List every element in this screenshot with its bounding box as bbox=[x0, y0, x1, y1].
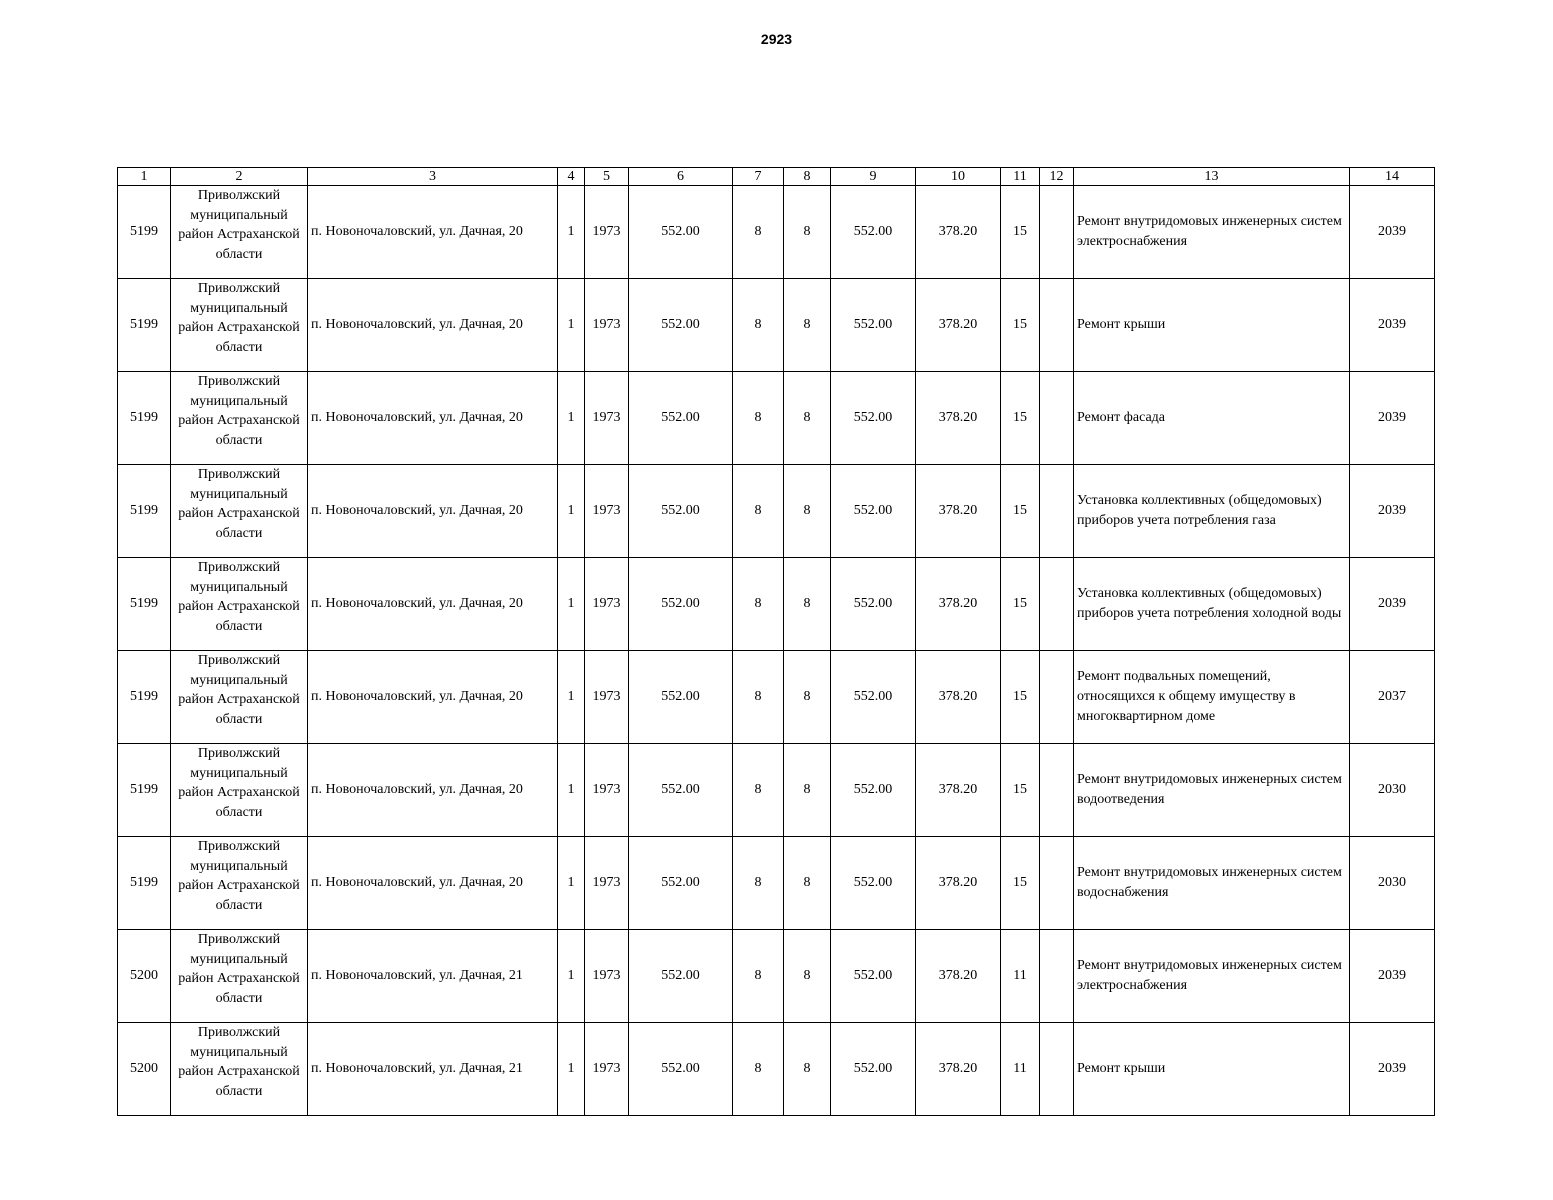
cell-col11: 15 bbox=[1001, 558, 1040, 651]
cell-address: п. Новоночаловский, ул. Дачная, 20 bbox=[308, 651, 558, 744]
cell-area-9: 552.00 bbox=[831, 930, 916, 1023]
cell-year: 1973 bbox=[585, 930, 629, 1023]
cell-id: 5199 bbox=[118, 186, 171, 279]
column-header: 13 bbox=[1074, 168, 1350, 186]
cell-year: 1973 bbox=[585, 744, 629, 837]
cell-district bbox=[171, 558, 308, 651]
table-row bbox=[118, 186, 1435, 279]
district-text: Приволжский муниципальный район Астраханской области bbox=[178, 1025, 300, 1099]
column-header: 12 bbox=[1040, 168, 1074, 186]
cell-col8: 8 bbox=[784, 1023, 831, 1116]
cell-col11: 15 bbox=[1001, 651, 1040, 744]
cell-id: 5199 bbox=[118, 744, 171, 837]
cell-col12 bbox=[1040, 837, 1074, 930]
cell-district bbox=[171, 930, 308, 1023]
cell-col12 bbox=[1040, 1023, 1074, 1116]
cell-area-10: 378.20 bbox=[916, 1023, 1001, 1116]
cell-area-total: 552.00 bbox=[629, 279, 733, 372]
cell-col4: 1 bbox=[558, 744, 585, 837]
cell-col7: 8 bbox=[733, 279, 784, 372]
cell-col11: 11 bbox=[1001, 930, 1040, 1023]
cell-area-total: 552.00 bbox=[629, 558, 733, 651]
cell-year: 1973 bbox=[585, 465, 629, 558]
cell-area-9: 552.00 bbox=[831, 186, 916, 279]
cell-address: п. Новоночаловский, ул. Дачная, 20 bbox=[308, 186, 558, 279]
cell-col12 bbox=[1040, 744, 1074, 837]
cell-col4: 1 bbox=[558, 186, 585, 279]
column-header: 2 bbox=[171, 168, 308, 186]
cell-area-total: 552.00 bbox=[629, 1023, 733, 1116]
cell-area-total: 552.00 bbox=[629, 465, 733, 558]
table-row bbox=[118, 465, 1435, 558]
cell-plan-year: 2030 bbox=[1350, 837, 1435, 930]
cell-area-9: 552.00 bbox=[831, 1023, 916, 1116]
cell-area-10: 378.20 bbox=[916, 930, 1001, 1023]
cell-area-9: 552.00 bbox=[831, 465, 916, 558]
cell-work-type: Ремонт внутридомовых инженерных систем водоснабжения bbox=[1074, 837, 1350, 930]
cell-district bbox=[171, 465, 308, 558]
cell-area-total: 552.00 bbox=[629, 186, 733, 279]
table-row bbox=[118, 651, 1435, 744]
column-header: 6 bbox=[629, 168, 733, 186]
table-row bbox=[118, 279, 1435, 372]
cell-area-10: 378.20 bbox=[916, 558, 1001, 651]
cell-work-type: Установка коллективных (общедомовых) приборов учета потребления холодной воды bbox=[1074, 558, 1350, 651]
cell-address: п. Новоночаловский, ул. Дачная, 20 bbox=[308, 465, 558, 558]
column-header: 10 bbox=[916, 168, 1001, 186]
district-text: Приволжский муниципальный район Астраханской области bbox=[178, 746, 300, 820]
table-row bbox=[118, 930, 1435, 1023]
cell-col8: 8 bbox=[784, 279, 831, 372]
cell-col12 bbox=[1040, 372, 1074, 465]
cell-year: 1973 bbox=[585, 558, 629, 651]
cell-col4: 1 bbox=[558, 465, 585, 558]
column-header: 3 bbox=[308, 168, 558, 186]
cell-area-10: 378.20 bbox=[916, 279, 1001, 372]
cell-col8: 8 bbox=[784, 651, 831, 744]
cell-year: 1973 bbox=[585, 837, 629, 930]
cell-plan-year: 2039 bbox=[1350, 465, 1435, 558]
cell-work-type: Ремонт фасада bbox=[1074, 372, 1350, 465]
cell-area-9: 552.00 bbox=[831, 651, 916, 744]
cell-col12 bbox=[1040, 186, 1074, 279]
cell-address: п. Новоночаловский, ул. Дачная, 20 bbox=[308, 372, 558, 465]
cell-col7: 8 bbox=[733, 651, 784, 744]
cell-plan-year: 2039 bbox=[1350, 372, 1435, 465]
cell-col11: 11 bbox=[1001, 1023, 1040, 1116]
column-header: 4 bbox=[558, 168, 585, 186]
cell-col4: 1 bbox=[558, 837, 585, 930]
cell-col11: 15 bbox=[1001, 372, 1040, 465]
cell-plan-year: 2030 bbox=[1350, 744, 1435, 837]
cell-plan-year: 2037 bbox=[1350, 651, 1435, 744]
cell-id: 5199 bbox=[118, 837, 171, 930]
cell-address: п. Новоночаловский, ул. Дачная, 20 bbox=[308, 837, 558, 930]
table-row bbox=[118, 1023, 1435, 1116]
cell-col7: 8 bbox=[733, 837, 784, 930]
cell-col4: 1 bbox=[558, 372, 585, 465]
cell-col12 bbox=[1040, 279, 1074, 372]
cell-district bbox=[171, 372, 308, 465]
cell-id: 5199 bbox=[118, 651, 171, 744]
cell-col7: 8 bbox=[733, 744, 784, 837]
cell-area-9: 552.00 bbox=[831, 558, 916, 651]
column-header: 1 bbox=[118, 168, 171, 186]
cell-area-10: 378.20 bbox=[916, 744, 1001, 837]
table-row bbox=[118, 558, 1435, 651]
table-row bbox=[118, 372, 1435, 465]
cell-col11: 15 bbox=[1001, 279, 1040, 372]
cell-col8: 8 bbox=[784, 837, 831, 930]
cell-district bbox=[171, 837, 308, 930]
cell-area-10: 378.20 bbox=[916, 465, 1001, 558]
district-text: Приволжский муниципальный район Астраханской области bbox=[178, 281, 300, 355]
cell-work-type: Ремонт крыши bbox=[1074, 279, 1350, 372]
column-header: 14 bbox=[1350, 168, 1435, 186]
cell-district bbox=[171, 651, 308, 744]
cell-plan-year: 2039 bbox=[1350, 558, 1435, 651]
cell-col4: 1 bbox=[558, 558, 585, 651]
cell-work-type: Ремонт подвальных помещений, относящихся к общему имуществу в многоквартирном доме bbox=[1074, 651, 1350, 744]
cell-col12 bbox=[1040, 930, 1074, 1023]
column-header: 7 bbox=[733, 168, 784, 186]
cell-col7: 8 bbox=[733, 930, 784, 1023]
cell-id: 5199 bbox=[118, 372, 171, 465]
cell-work-type: Ремонт внутридомовых инженерных систем электроснабжения bbox=[1074, 186, 1350, 279]
column-header: 11 bbox=[1001, 168, 1040, 186]
cell-col11: 15 bbox=[1001, 186, 1040, 279]
cell-col8: 8 bbox=[784, 744, 831, 837]
cell-col8: 8 bbox=[784, 465, 831, 558]
cell-work-type: Ремонт внутридомовых инженерных систем водоотведения bbox=[1074, 744, 1350, 837]
cell-area-total: 552.00 bbox=[629, 837, 733, 930]
cell-plan-year: 2039 bbox=[1350, 930, 1435, 1023]
column-header: 9 bbox=[831, 168, 916, 186]
cell-area-10: 378.20 bbox=[916, 837, 1001, 930]
cell-col7: 8 bbox=[733, 465, 784, 558]
cell-id: 5199 bbox=[118, 279, 171, 372]
column-header: 5 bbox=[585, 168, 629, 186]
cell-col7: 8 bbox=[733, 1023, 784, 1116]
repair-schedule-table bbox=[117, 167, 1435, 1116]
cell-col12 bbox=[1040, 651, 1074, 744]
table-header bbox=[118, 168, 1435, 186]
table-body bbox=[118, 186, 1435, 1116]
cell-col11: 15 bbox=[1001, 465, 1040, 558]
district-text: Приволжский муниципальный район Астраханской области bbox=[178, 188, 300, 262]
cell-address: п. Новоночаловский, ул. Дачная, 20 bbox=[308, 279, 558, 372]
cell-col7: 8 bbox=[733, 186, 784, 279]
cell-id: 5200 bbox=[118, 930, 171, 1023]
cell-col7: 8 bbox=[733, 558, 784, 651]
cell-district bbox=[171, 744, 308, 837]
cell-address: п. Новоночаловский, ул. Дачная, 21 bbox=[308, 1023, 558, 1116]
cell-area-9: 552.00 bbox=[831, 372, 916, 465]
cell-work-type: Ремонт крыши bbox=[1074, 1023, 1350, 1116]
cell-district bbox=[171, 279, 308, 372]
district-text: Приволжский муниципальный район Астраханской области bbox=[178, 467, 300, 541]
cell-area-total: 552.00 bbox=[629, 744, 733, 837]
cell-work-type: Ремонт внутридомовых инженерных систем электроснабжения bbox=[1074, 930, 1350, 1023]
cell-address: п. Новоночаловский, ул. Дачная, 21 bbox=[308, 930, 558, 1023]
cell-col7: 8 bbox=[733, 372, 784, 465]
cell-id: 5199 bbox=[118, 558, 171, 651]
cell-area-total: 552.00 bbox=[629, 930, 733, 1023]
cell-col11: 15 bbox=[1001, 744, 1040, 837]
cell-area-9: 552.00 bbox=[831, 279, 916, 372]
cell-address: п. Новоночаловский, ул. Дачная, 20 bbox=[308, 558, 558, 651]
cell-col12 bbox=[1040, 558, 1074, 651]
cell-plan-year: 2039 bbox=[1350, 1023, 1435, 1116]
cell-area-9: 552.00 bbox=[831, 837, 916, 930]
cell-col11: 15 bbox=[1001, 837, 1040, 930]
cell-area-10: 378.20 bbox=[916, 651, 1001, 744]
district-text: Приволжский муниципальный район Астраханской области bbox=[178, 374, 300, 448]
table-row bbox=[118, 837, 1435, 930]
table-row bbox=[118, 744, 1435, 837]
cell-area-10: 378.20 bbox=[916, 372, 1001, 465]
cell-year: 1973 bbox=[585, 651, 629, 744]
cell-area-9: 552.00 bbox=[831, 744, 916, 837]
cell-year: 1973 bbox=[585, 1023, 629, 1116]
district-text: Приволжский муниципальный район Астраханской области bbox=[178, 932, 300, 1006]
cell-col8: 8 bbox=[784, 930, 831, 1023]
page-number: 2923 bbox=[760, 31, 793, 47]
cell-col8: 8 bbox=[784, 186, 831, 279]
cell-id: 5199 bbox=[118, 465, 171, 558]
cell-address: п. Новоночаловский, ул. Дачная, 20 bbox=[308, 744, 558, 837]
cell-plan-year: 2039 bbox=[1350, 279, 1435, 372]
district-text: Приволжский муниципальный район Астраханской области bbox=[178, 560, 300, 634]
cell-district bbox=[171, 186, 308, 279]
header-row bbox=[118, 168, 1435, 186]
cell-col4: 1 bbox=[558, 651, 585, 744]
cell-plan-year: 2039 bbox=[1350, 186, 1435, 279]
cell-area-total: 552.00 bbox=[629, 372, 733, 465]
cell-col12 bbox=[1040, 465, 1074, 558]
cell-area-total: 552.00 bbox=[629, 651, 733, 744]
cell-id: 5200 bbox=[118, 1023, 171, 1116]
cell-year: 1973 bbox=[585, 372, 629, 465]
cell-col4: 1 bbox=[558, 279, 585, 372]
cell-year: 1973 bbox=[585, 279, 629, 372]
district-text: Приволжский муниципальный район Астраханской области bbox=[178, 839, 300, 913]
column-header: 8 bbox=[784, 168, 831, 186]
cell-col4: 1 bbox=[558, 1023, 585, 1116]
cell-area-10: 378.20 bbox=[916, 186, 1001, 279]
cell-year: 1973 bbox=[585, 186, 629, 279]
cell-col8: 8 bbox=[784, 558, 831, 651]
district-text: Приволжский муниципальный район Астраханской области bbox=[178, 653, 300, 727]
cell-col8: 8 bbox=[784, 372, 831, 465]
cell-col4: 1 bbox=[558, 930, 585, 1023]
cell-work-type: Установка коллективных (общедомовых) приборов учета потребления газа bbox=[1074, 465, 1350, 558]
cell-district bbox=[171, 1023, 308, 1116]
